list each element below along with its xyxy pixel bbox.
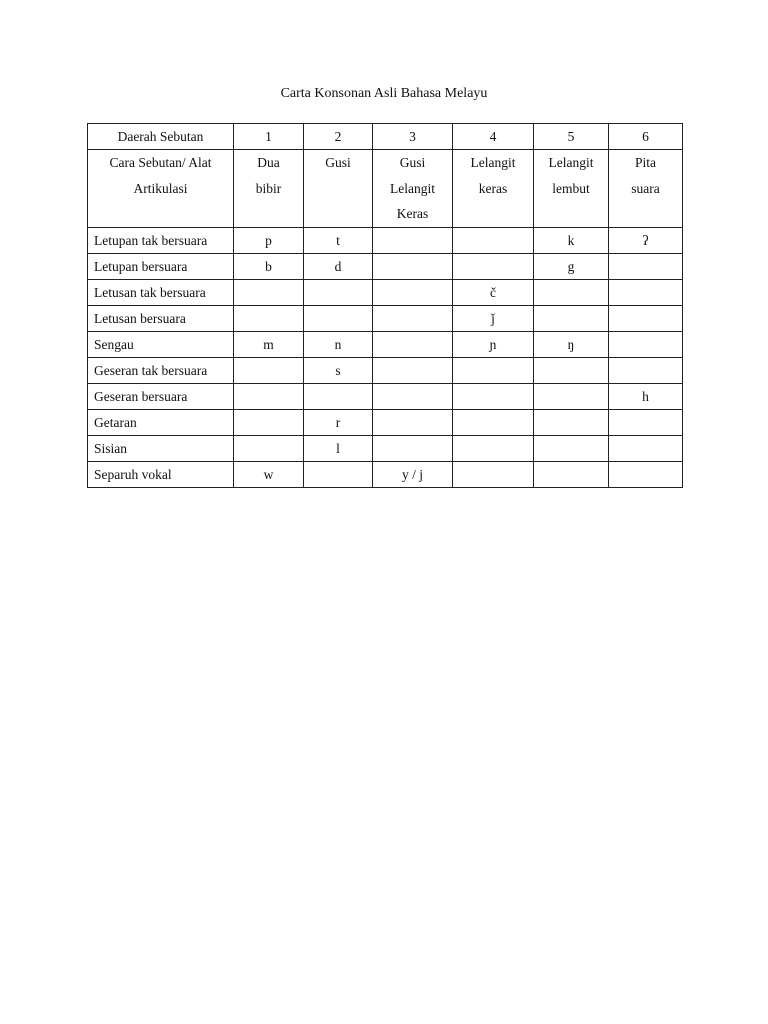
consonant-cell (373, 435, 453, 461)
consonant-cell (373, 409, 453, 435)
manner-label-cell: Letupan bersuara (88, 253, 234, 279)
consonant-cell (609, 435, 683, 461)
manner-label-cell: Letusan tak bersuara (88, 279, 234, 305)
consonant-cell: t (304, 227, 373, 253)
consonant-cell (534, 435, 609, 461)
place-of-articulation-cell (534, 150, 609, 228)
table-row (88, 331, 683, 357)
consonant-cell (234, 279, 304, 305)
consonant-cell: r (304, 409, 373, 435)
consonant-chart-table (87, 123, 683, 488)
consonant-cell (534, 461, 609, 487)
table-row (88, 253, 683, 279)
consonant-cell (609, 357, 683, 383)
manner-label-cell: Letupan tak bersuara (88, 227, 234, 253)
consonant-cell (453, 357, 534, 383)
consonant-cell (609, 331, 683, 357)
consonant-cell (609, 305, 683, 331)
place-of-articulation-cell (304, 150, 373, 228)
place-of-articulation-cell-line: lembut (552, 180, 590, 196)
consonant-cell: b (234, 253, 304, 279)
manner-label-cell: Sisian (88, 435, 234, 461)
manner-label-cell: Geseran tak bersuara (88, 357, 234, 383)
table-row (88, 409, 683, 435)
manner-label-cell: Sengau (88, 331, 234, 357)
place-of-articulation-cell-line: Keras (396, 206, 429, 221)
manner-label-cell: Getaran (88, 409, 234, 435)
consonant-cell (609, 279, 683, 305)
column-number-cell: 2 (304, 124, 373, 150)
header-label-cell: Daerah Sebutan (88, 124, 234, 150)
consonant-cell (534, 357, 609, 383)
subheader-label-cell-line: Artikulasi (133, 180, 188, 196)
consonant-cell (234, 383, 304, 409)
consonant-cell (304, 461, 373, 487)
consonant-cell: p (234, 227, 304, 253)
consonant-cell: ǰ (453, 305, 534, 331)
consonant-cell: s (304, 357, 373, 383)
table-row (88, 461, 683, 487)
place-of-articulation-cell-line: Gusi (399, 155, 426, 170)
consonant-cell (534, 305, 609, 331)
consonant-cell: ŋ (534, 331, 609, 357)
place-of-articulation-cell-line: Lelangit (390, 180, 435, 196)
consonant-cell (234, 409, 304, 435)
column-number-cell: 4 (453, 124, 534, 150)
consonant-cell (453, 461, 534, 487)
place-of-articulation-cell-line: Dua (257, 155, 280, 170)
place-of-articulation-cell-line: Lelangit (548, 155, 594, 170)
place-of-articulation-cell-line: Gusi (325, 155, 351, 170)
place-of-articulation-cell (453, 150, 534, 228)
place-of-articulation-cell-line: suara (631, 180, 660, 196)
consonant-cell (304, 279, 373, 305)
consonant-cell (373, 253, 453, 279)
column-number-cell: 1 (234, 124, 304, 150)
consonant-cell: w (234, 461, 304, 487)
consonant-cell (373, 279, 453, 305)
consonant-cell: g (534, 253, 609, 279)
consonant-cell: m (234, 331, 304, 357)
table-row (88, 279, 683, 305)
column-number-cell: 5 (534, 124, 609, 150)
consonant-cell (373, 383, 453, 409)
consonant-cell: y / j (373, 461, 453, 487)
place-of-articulation-cell (234, 150, 304, 228)
consonant-cell (453, 227, 534, 253)
header-row (88, 124, 683, 150)
consonant-cell (234, 435, 304, 461)
subheader-label-cell-line: Cara Sebutan/ Alat (109, 155, 212, 170)
column-number-cell: 6 (609, 124, 683, 150)
manner-label-cell: Letusan bersuara (88, 305, 234, 331)
consonant-cell: d (304, 253, 373, 279)
consonant-cell (453, 435, 534, 461)
consonant-cell (453, 409, 534, 435)
consonant-cell (453, 253, 534, 279)
place-of-articulation-cell-line: Lelangit (470, 155, 516, 170)
consonant-cell (304, 383, 373, 409)
place-of-articulation-cell-line: bibir (255, 180, 282, 196)
consonant-cell (304, 305, 373, 331)
consonant-cell: l (304, 435, 373, 461)
page-title: Carta Konsonan Asli Bahasa Melayu (280, 86, 488, 101)
consonant-cell: č (453, 279, 534, 305)
place-of-articulation-cell (609, 150, 683, 228)
table-row (88, 435, 683, 461)
table-row (88, 305, 683, 331)
consonant-cell (534, 383, 609, 409)
column-number-cell: 3 (373, 124, 453, 150)
consonant-cell (609, 409, 683, 435)
consonant-cell: h (609, 383, 683, 409)
consonant-cell (609, 253, 683, 279)
place-of-articulation-cell (373, 150, 453, 228)
subheader-label-cell (88, 150, 234, 228)
table-row (88, 383, 683, 409)
consonant-cell: ɲ (453, 331, 534, 357)
subheader-row (88, 150, 683, 228)
consonant-cell (609, 461, 683, 487)
consonant-cell: ʔ (609, 227, 683, 253)
table-row (88, 357, 683, 383)
manner-label-cell: Geseran bersuara (88, 383, 234, 409)
consonant-cell (234, 357, 304, 383)
table-row (88, 227, 683, 253)
consonant-cell: n (304, 331, 373, 357)
consonant-cell (373, 227, 453, 253)
consonant-cell (534, 409, 609, 435)
consonant-cell (373, 331, 453, 357)
consonant-cell (234, 305, 304, 331)
manner-label-cell: Separuh vokal (88, 461, 234, 487)
place-of-articulation-cell-line: Pita (634, 155, 656, 170)
place-of-articulation-cell-line: keras (478, 180, 508, 196)
consonant-cell (453, 383, 534, 409)
consonant-cell (373, 357, 453, 383)
consonant-cell: k (534, 227, 609, 253)
consonant-cell (534, 279, 609, 305)
consonant-cell (373, 305, 453, 331)
